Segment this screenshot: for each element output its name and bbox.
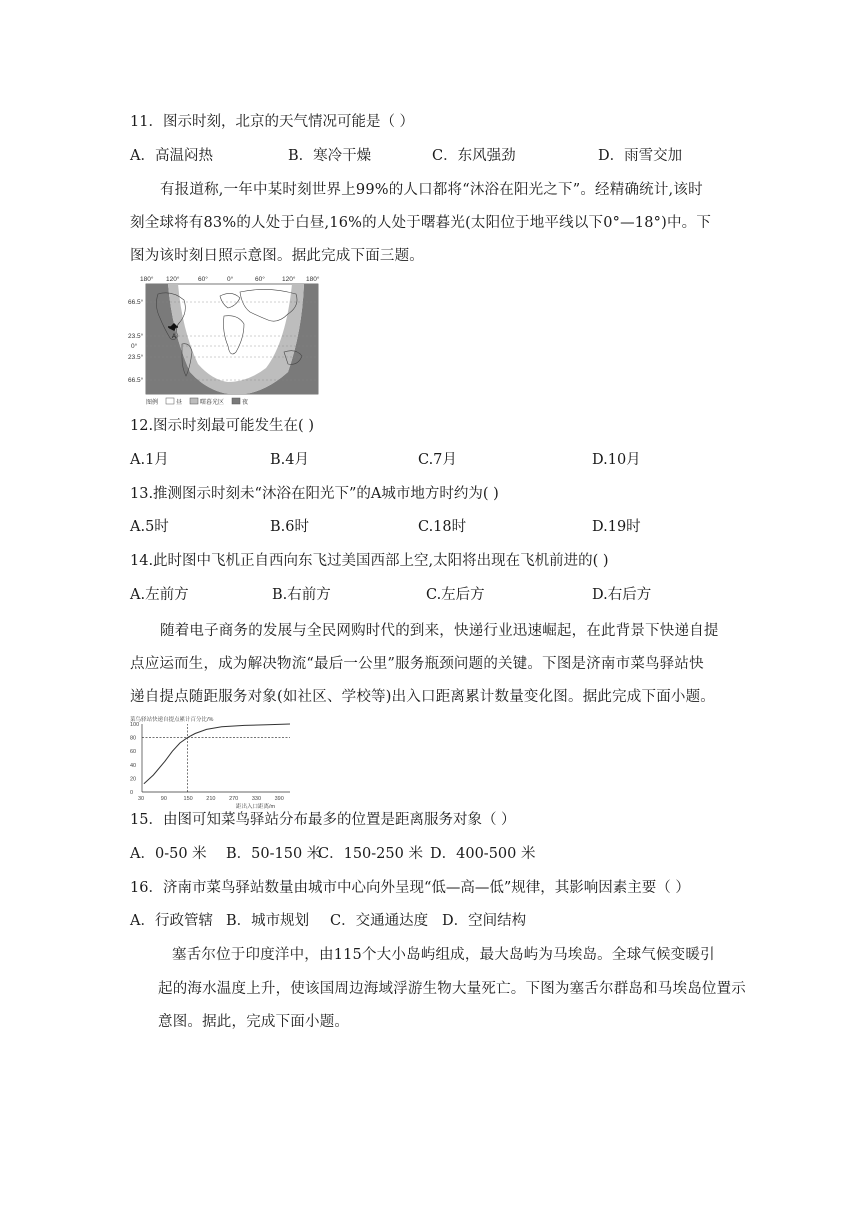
y-tick-label: 0 [130,790,134,796]
map-lon-label: 120° [166,276,180,283]
x-tick-label: 210 [206,796,216,802]
x-tick-label: 270 [229,796,239,802]
y-tick-label: 100 [130,722,140,728]
question-11-stem: 11．图示时刻，北京的天气情况可能是（ ） [130,114,415,130]
map-legend [146,398,248,406]
y-tick-label: 40 [130,762,137,769]
legend-night: 夜 [242,400,249,406]
map-lon-label: 0° [227,276,234,283]
cumulative-percentage-chart [128,714,294,810]
q14-option-c: C.左后方 [426,587,485,603]
map-lon-label: 180° [306,276,320,283]
map-lon-label: 180° [140,276,154,283]
question-12-stem: 12.图示时刻最可能发生在( ) [130,418,314,434]
q13-option-d: D.19时 [592,519,641,535]
chart-x-label: 距出入口距离/m [236,804,276,810]
q11-option-d: D．雨雪交加 [598,148,683,164]
city-a-label: A [172,334,177,340]
question-14-stem: 14.此时图中飞机正自西向东飞过美国西部上空,太阳将出现在飞机前进的( ) [130,553,609,569]
passage1-line-2: 刻全球将有83%的人处于白昼,16%的人处于曙暮光(太阳位于地平线以下0°—18°)中。下 [130,215,712,231]
y-tick-label: 20 [130,776,137,783]
passage1-line-1: 有报道称,一年中某时刻世界上99%的人口都将“沐浴在阳光之下”。经精确统计,该时 [160,182,703,198]
x-tick-label: 150 [183,796,193,802]
legend-twilight: 曙暮光区 [200,400,225,406]
passage1-line-3: 图为该时刻日照示意图。据此完成下面三题。 [130,248,424,264]
question-15-stem: 15．由图可知菜鸟驿站分布最多的位置是距离服务对象（ ） [130,812,516,828]
x-tick-label: 30 [138,796,145,802]
q15-option-c: C．150-250 米 [318,846,423,862]
q13-option-c: C.18时 [418,519,467,535]
q13-option-b: B.6时 [270,519,309,535]
q14-option-b: B.右前方 [272,587,331,603]
map-lat-label: 66.5° [128,377,144,384]
map-lat-label: 23.5° [128,354,144,361]
map-lat-label: 23.5° [128,333,144,340]
passage2-line-3: 递自提点随距服务对象(如社区、学校等)出入口距离累计数量变化图。据此完成下面小题。 [130,689,716,705]
q16-option-a: A．行政管辖 [130,913,213,929]
map-lat-label: 66.5° [128,299,144,306]
passage2-line-1: 随着电子商务的发展与全民网购时代的到来，快递行业迅速崛起，在此背景下快递自提 [160,623,719,639]
q13-option-a: A.5时 [130,519,169,535]
q14-option-d: D.右后方 [592,587,652,603]
q12-option-a: A.1月 [130,452,169,468]
legend-title: 图例 [146,400,159,406]
q11-option-b: B．寒冷干燥 [288,148,372,164]
x-tick-label: 390 [274,796,284,802]
q11-option-a: A．高温闷热 [130,148,213,164]
map-lon-label: 60° [198,276,208,283]
q16-option-b: B．城市规划 [226,913,310,929]
passage2-line-2: 点应运而生，成为解决物流“最后一公里”服务瓶颈问题的关键。下图是济南市菜鸟驿站快 [130,656,704,672]
passage3-line-2: 起的海水温度上升，使该国周边海域浮游生物大量死亡。下图为塞舌尔群岛和马埃岛位置示 [158,981,746,997]
q14-option-a: A.左前方 [130,587,189,603]
passage3-line-1: 塞舌尔位于印度洋中，由115个大小岛屿组成，最大岛屿为马埃岛。全球气候变暖引 [172,947,715,963]
map-lon-label: 60° [255,276,265,283]
q12-option-c: C.7月 [418,452,457,468]
chart-title: 菜鸟驿站快递自提点累计百分比/% [130,717,214,723]
question-16-stem: 16．济南市菜鸟驿站数量由城市中心向外呈现“低—高—低”规律，其影响因素主要（ ） [130,880,690,896]
q16-option-c: C．交通通达度 [330,913,429,929]
q12-option-b: B.4月 [270,452,309,468]
legend-day: 昼 [176,400,183,406]
map-lon-label: 120° [282,276,296,283]
q12-option-d: D.10月 [592,452,641,468]
q16-option-d: D．空间结构 [442,913,527,929]
x-tick-label: 90 [160,796,167,802]
x-tick-label: 330 [251,796,262,802]
y-tick-label: 60 [130,749,137,756]
cumulative-curve [144,724,290,784]
q15-option-b: B．50-150 米 [226,846,322,862]
q15-option-d: D．400-500 米 [430,846,536,862]
map-lat-label: 0° [131,343,138,350]
passage3-line-3: 意图。据此，完成下面小题。 [158,1014,350,1030]
q15-option-a: A．0-50 米 [130,846,207,862]
y-tick-label: 80 [130,735,137,742]
question-13-stem: 13.推测图示时刻未“沐浴在阳光下”的A城市地方时约为( ) [130,486,499,502]
sunlight-world-map [128,272,324,408]
q11-option-c: C．东风强劲 [432,148,516,164]
